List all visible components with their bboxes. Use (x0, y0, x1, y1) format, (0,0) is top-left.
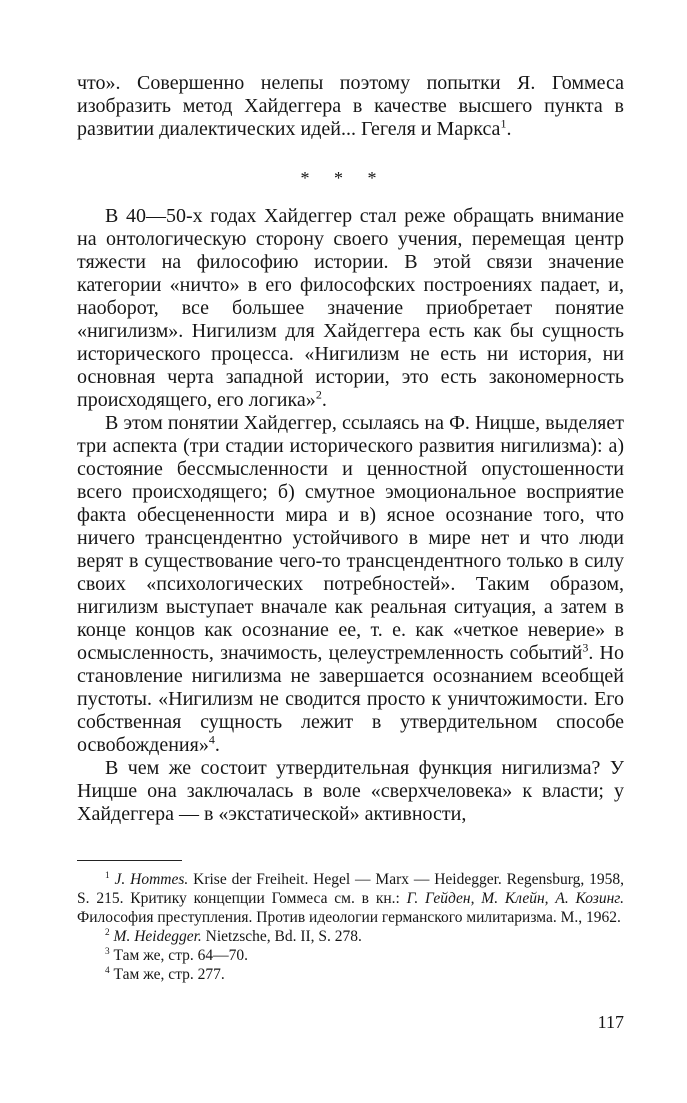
paragraph-tail: . (214, 734, 220, 756)
footnote-mark: 1 (105, 870, 110, 881)
footnote-ref[interactable]: 3 (582, 640, 589, 655)
paragraph (77, 205, 624, 412)
footnote-author: Г. Гейден, М. Клейн, А. Козинг. (406, 890, 625, 907)
paragraph-text: что». Совершенно нелепы поэтому попытки Я. Гоммеса изобразить метод Хайдеггера в качестве высшего пункта в развитии диалектических идей... Гегеля и Маркса (77, 72, 624, 140)
paragraph-text: . Но становление нигилизма не завершается осознанием всеобщей пустоты. «Нигилизм не сводится просто к уничтожимости. Его собственная сущность лежит в утвердительном способе освобождения» (77, 642, 624, 756)
paragraph (77, 412, 624, 757)
section-separator: * * * (300, 168, 387, 188)
footnote-text: Философия преступления. Против идеологии германского милитаризма. М., 1962. (77, 909, 621, 926)
footnote-divider (77, 860, 182, 861)
page-number: 117 (597, 1012, 624, 1032)
paragraph-tail: . (506, 118, 512, 140)
footnote-text: Там же, стр. 64—70. (113, 947, 249, 964)
footnote-mark: 3 (105, 946, 110, 957)
footnotes (77, 870, 624, 984)
footnote-ref[interactable]: 1 (500, 116, 507, 131)
paragraph-tail: . (321, 389, 327, 411)
footnote (77, 965, 624, 984)
footnote (77, 927, 624, 946)
footnote-text: Nietzsche, Bd. II, S. 278. (205, 928, 362, 945)
paragraph (77, 72, 624, 141)
paragraph-text: В чем же состоит утвердительная функция нигилизма? У Ницше она заключалась в воле «сверхчеловека» к власти; у Хайдеггера — в «экстатической» активности, (77, 757, 624, 825)
paragraph-text: В этом понятии Хайдеггер, ссылаясь на Ф. Ницше, выделяет три аспекта (три стадии исторического развития нигилизма): а) состояние бессмысленности и ценностной опустошенности всего происходящего; б) смутное эмоциональное восприятие факта обесцененности мира и в) ясное осознание того, что ничего трансцендентно устойчивого в мире нет и что люди верят в существование чего-то трансцендентного только в силу своих «психологических потребностей». Таким образом, нигилизм выступает вначале как реальная ситуация, а затем в конце концов как осознание ее, т. е. как «четкое неверие» в осмысленность, значимость, целеустремленность событий (77, 412, 624, 664)
footnote-text: Там же, стр. 277. (113, 966, 225, 983)
footnote (77, 946, 624, 965)
footnote-ref[interactable]: 4 (208, 732, 215, 747)
footnote-mark: 4 (105, 965, 110, 976)
paragraph-text: В 40—50-х годах Хайдеггер стал реже обращать внимание на онтологическую сторону своего учения, перемещая центр тяжести на философию истории. В этой связи значение категории «ничто» в его философских построениях падает, и, наоборот, все большее значение приобретает понятие «нигилизм». Нигилизм для Хайдеггера есть как бы сущность исторического процесса. «Нигилизм не есть ни история, ни основная черта западной истории, это есть закономерность происходящего, его логика» (77, 205, 624, 411)
footnote (77, 870, 624, 927)
main-text-block (77, 205, 624, 826)
footnote-author: J. Hommes. (114, 871, 189, 888)
footnote-mark: 2 (105, 927, 110, 938)
footnote-text: Krise der Freiheit. Hegel — Marx — Heidegger. Regensburg, 1958, S. 215. Критику концепции Гоммеса см. в кн.: (77, 871, 625, 907)
paragraph (77, 757, 624, 826)
continuation-block (77, 72, 624, 141)
footnote-ref[interactable]: 2 (315, 387, 322, 402)
footnote-author: M. Heidegger. (113, 928, 202, 945)
